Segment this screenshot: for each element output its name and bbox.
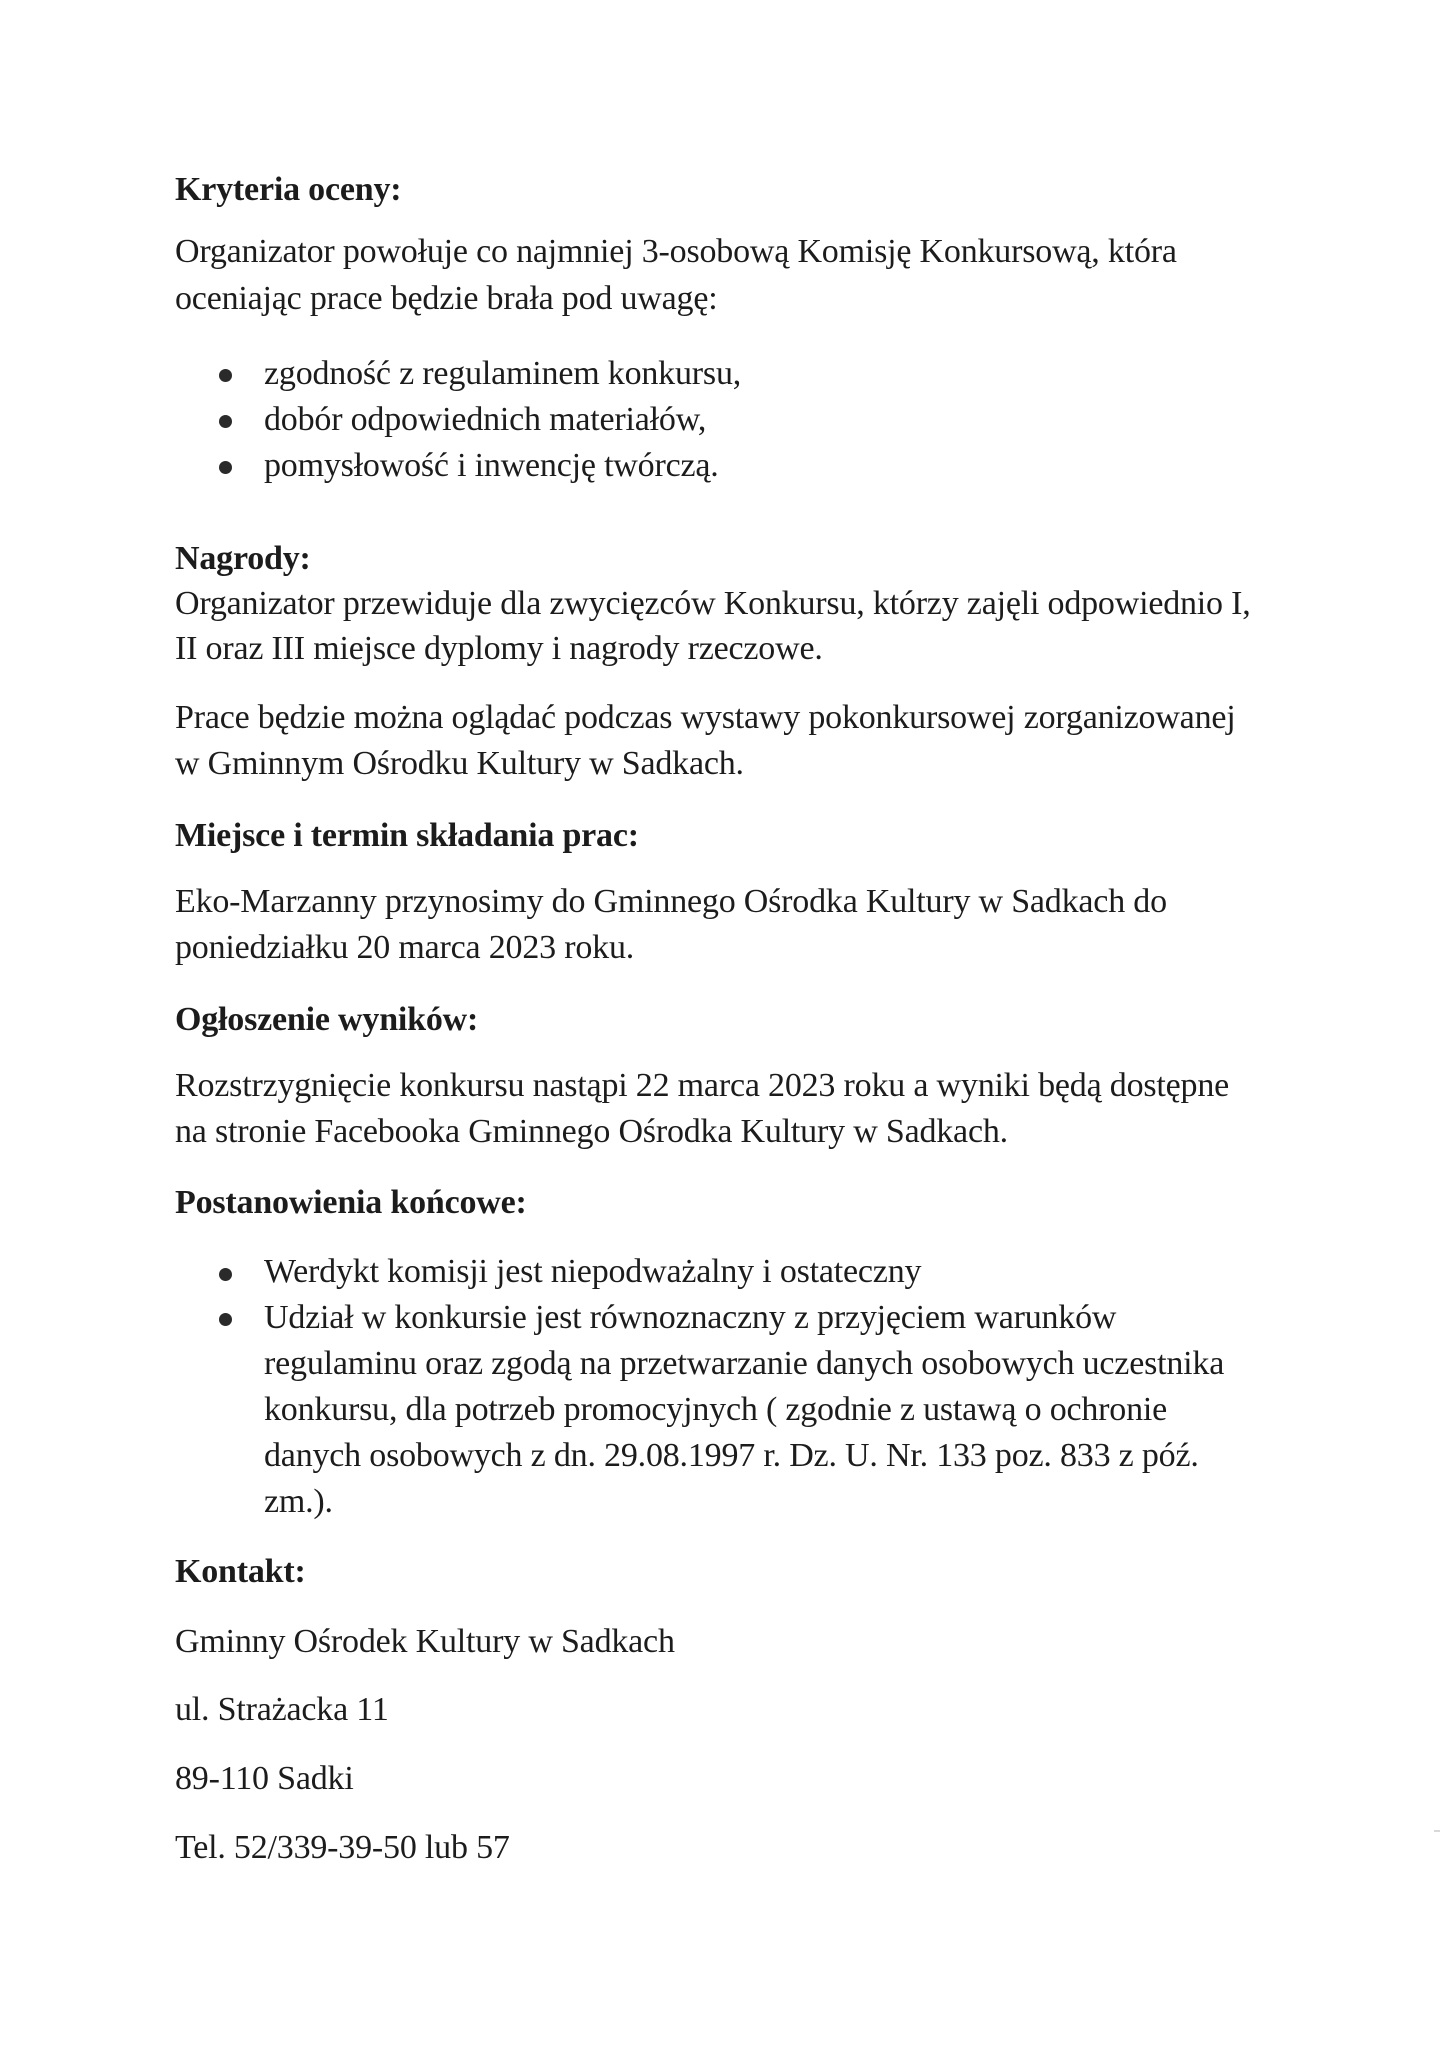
scan-mark	[1434, 1830, 1440, 1832]
bullet-icon	[219, 1313, 232, 1326]
criteria-item: zgodność z regulaminem konkursu,	[264, 355, 742, 392]
criteria-item: dobór odpowiednich materiałów,	[264, 401, 707, 438]
contact-heading: Kontakt:	[175, 1553, 306, 1590]
bullet-icon	[219, 415, 232, 428]
submission-line: poniedziałku 20 marca 2023 roku.	[175, 929, 635, 966]
exhibition-line: w Gminnym Ośrodku Kultury w Sadkach.	[175, 745, 744, 782]
contact-name: Gminny Ośrodek Kultury w Sadkach	[175, 1623, 675, 1660]
bullet-icon	[219, 461, 232, 474]
exhibition-line: Prace będzie można oglądać podczas wystawy pokonkursowej zorganizowanej	[175, 699, 1236, 736]
bullet-icon	[219, 369, 232, 382]
prizes-line: Organizator przewiduje dla zwycięzców Konkursu, którzy zajęli odpowiednio I,	[175, 585, 1251, 622]
contact-street: ul. Strażacka 11	[175, 1691, 389, 1728]
submission-line: Eko-Marzanny przynosimy do Gminnego Ośrodka Kultury w Sadkach do	[175, 883, 1167, 920]
results-line: Rozstrzygnięcie konkursu nastąpi 22 marca 2023 roku a wyniki będą dostępne	[175, 1067, 1230, 1104]
final-item-line: zm.).	[264, 1483, 333, 1520]
prizes-heading: Nagrody:	[175, 540, 311, 577]
submission-heading: Miejsce i termin składania prac:	[175, 817, 639, 854]
final-item-line: danych osobowych z dn. 29.08.1997 r. Dz. U. Nr. 133 poz. 833 z póź.	[264, 1437, 1199, 1474]
final-item-line: konkursu, dla potrzeb promocyjnych ( zgodnie z ustawą o ochronie	[264, 1391, 1168, 1428]
results-line: na stronie Facebooka Gminnego Ośrodka Kultury w Sadkach.	[175, 1113, 1008, 1150]
final-item-line: Udział w konkursie jest równoznaczny z przyjęciem warunków	[264, 1299, 1117, 1336]
criteria-heading: Kryteria oceny:	[175, 171, 402, 208]
criteria-item: pomysłowość i inwencję twórczą.	[264, 447, 719, 484]
final-item-line: regulaminu oraz zgodą na przetwarzanie danych osobowych uczestnika	[264, 1345, 1225, 1382]
criteria-intro-line: oceniając prace będzie brała pod uwagę:	[175, 280, 718, 317]
contact-phone: Tel. 52/339-39-50 lub 57	[175, 1829, 510, 1866]
final-item: Werdykt komisji jest niepodważalny i ostateczny	[264, 1253, 922, 1290]
results-heading: Ogłoszenie wyników:	[175, 1001, 479, 1038]
bullet-icon	[219, 1268, 232, 1281]
contact-city: 89-110 Sadki	[175, 1760, 354, 1797]
final-heading: Postanowienia końcowe:	[175, 1184, 527, 1221]
criteria-intro-line: Organizator powołuje co najmniej 3-osobową Komisję Konkursową, która	[175, 233, 1177, 270]
prizes-line: II oraz III miejsce dyplomy i nagrody rzeczowe.	[175, 630, 823, 667]
